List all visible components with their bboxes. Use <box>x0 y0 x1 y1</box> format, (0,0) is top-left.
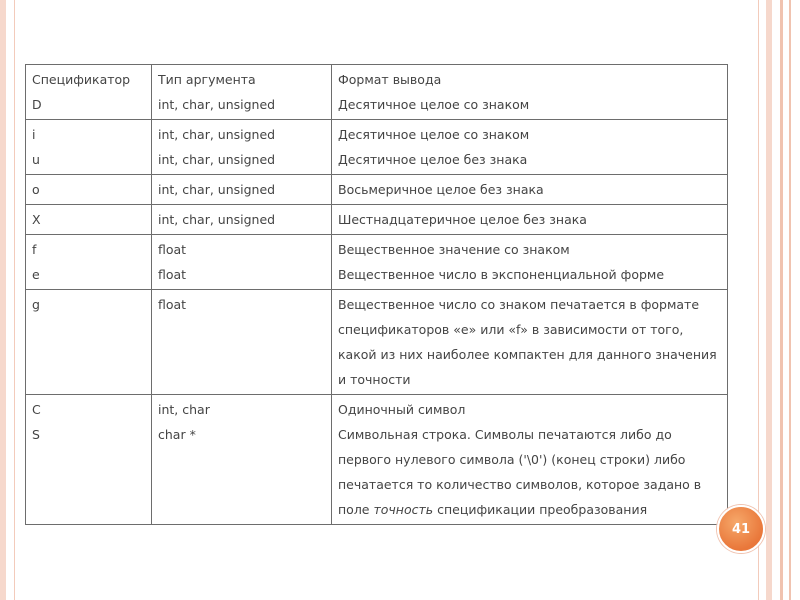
table-cell <box>332 65 728 120</box>
cell-text: o <box>32 182 40 197</box>
table-cell <box>26 235 152 290</box>
cell-text: Десятичное целое без знака <box>338 152 528 167</box>
table-cell <box>152 395 332 525</box>
cell-text: Спецификатор <box>32 72 131 87</box>
format-specifier-table <box>25 64 728 525</box>
page-number-badge <box>717 505 765 553</box>
cell-text: Десятичное целое со знаком <box>338 97 530 112</box>
cell-text: Символьная строка. Символы печатаются либо до первого нулевого символа ('\0') (конец строки) либо печатается то количество символов, которое задано в поле <box>338 427 702 517</box>
page-number: 41 <box>731 521 751 537</box>
table-row <box>26 290 728 395</box>
cell-text: int, char, unsigned <box>158 127 276 142</box>
cell-text: i <box>32 127 36 142</box>
table-cell <box>332 290 728 395</box>
table-cell <box>26 65 152 120</box>
table-header-row <box>26 65 728 120</box>
cell-text: int, char, unsigned <box>158 152 276 167</box>
table-cell <box>152 290 332 395</box>
cell-text: float <box>158 242 187 257</box>
right-decor-stripe <box>780 0 783 600</box>
cell-text: X <box>32 212 41 227</box>
table-cell <box>332 235 728 290</box>
cell-text: Тип аргумента <box>158 72 256 87</box>
cell-text: Вещественное число со знаком печатается в формате спецификаторов «e» или «f» в зависимости от того, какой из них наиболее компактен для данного значения и точности <box>338 297 717 387</box>
cell-text: D <box>32 97 42 112</box>
table-cell <box>332 395 728 525</box>
table-cell <box>152 205 332 235</box>
right-decor-stripe-thin <box>789 0 791 600</box>
table-cell <box>152 235 332 290</box>
cell-text: C <box>32 402 41 417</box>
table-row <box>26 120 728 175</box>
cell-text: float <box>158 267 187 282</box>
table-row <box>26 175 728 205</box>
cell-text: Восьмеричное целое без знака <box>338 182 544 197</box>
table-cell <box>26 290 152 395</box>
cell-text: int, char, unsigned <box>158 212 276 227</box>
table-cell <box>152 120 332 175</box>
cell-text: Десятичное целое со знаком <box>338 127 530 142</box>
left-decor-rail <box>0 0 6 600</box>
cell-text: int, char <box>158 402 210 417</box>
table-cell <box>152 175 332 205</box>
cell-text-paragraph <box>338 427 701 517</box>
cell-text: u <box>32 152 40 167</box>
cell-text: Одиночный символ <box>338 402 466 417</box>
cell-text: int, char, unsigned <box>158 97 276 112</box>
cell-text: спецификации преобразования <box>433 502 648 517</box>
table-cell <box>26 120 152 175</box>
left-decor-line <box>14 0 15 600</box>
table-row <box>26 395 728 525</box>
right-decor-rail <box>766 0 772 600</box>
table-cell <box>26 395 152 525</box>
cell-text: Вещественное значение со знаком <box>338 242 570 257</box>
cell-text: e <box>32 267 40 282</box>
right-decor-line <box>758 0 759 600</box>
cell-text-italic: точность <box>373 502 434 517</box>
cell-text: Шестнадцатеричное целое без знака <box>338 212 587 227</box>
cell-text: char * <box>158 427 196 442</box>
cell-text: f <box>32 242 37 257</box>
table-cell <box>332 175 728 205</box>
table-row <box>26 235 728 290</box>
table-cell <box>332 120 728 175</box>
cell-text: S <box>32 427 40 442</box>
table-cell <box>26 175 152 205</box>
cell-text: Вещественное число в экспоненциальной форме <box>338 267 665 282</box>
cell-text: int, char, unsigned <box>158 182 276 197</box>
cell-text: Формат вывода <box>338 72 442 87</box>
cell-text: float <box>158 297 187 312</box>
cell-text: g <box>32 297 40 312</box>
table-cell <box>152 65 332 120</box>
table-cell <box>332 205 728 235</box>
table-cell <box>26 205 152 235</box>
table-row <box>26 205 728 235</box>
